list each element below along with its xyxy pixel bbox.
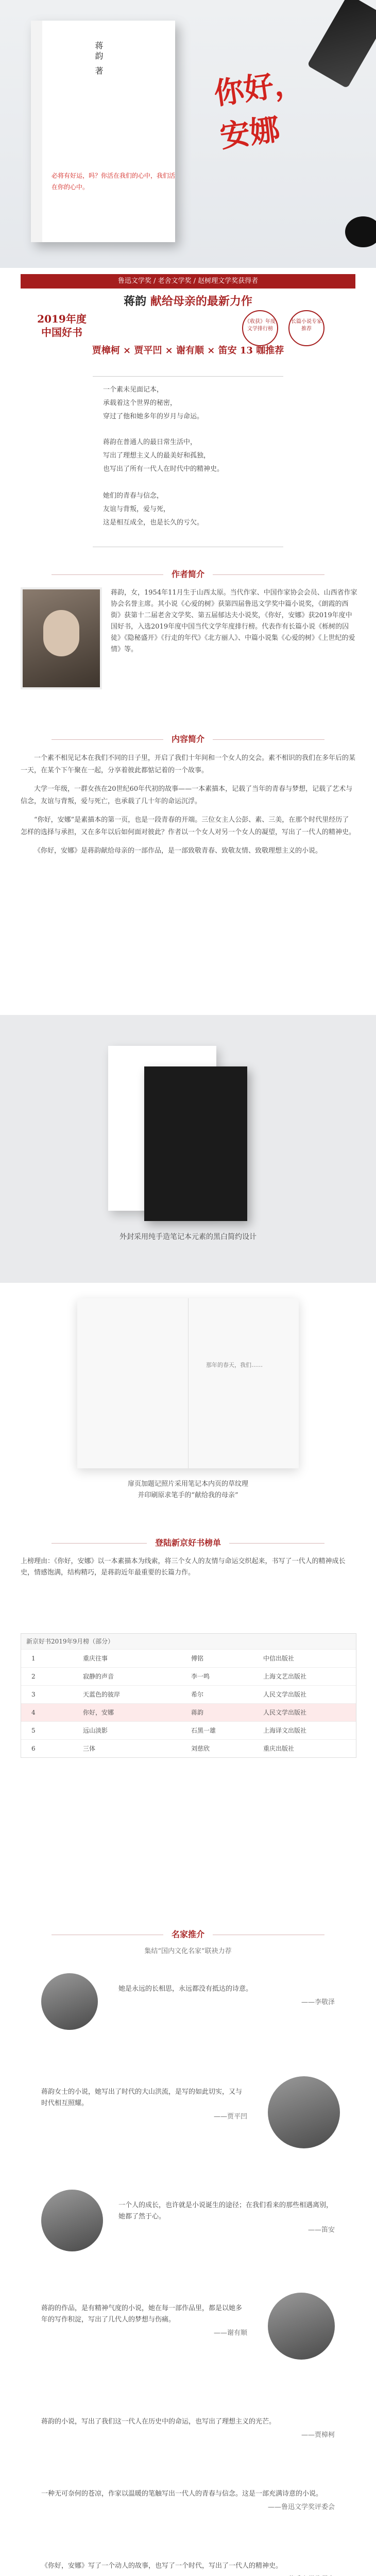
news-text: 上榜理由：《你好，安娜》以一本素描本为线索，将三个女人的友情与命运交织起来，书写了一代人的精神成长史，情感饱满，结构精巧，是蒋韵近年最重要的长篇力作。 (21, 1557, 346, 1577)
summary-heading (0, 732, 376, 747)
table-title: 新京好书2019年9月榜（部分） (21, 1634, 356, 1649)
intro-line: 承载着这个世界的秘密， (103, 399, 177, 407)
row-name: 天蓝色的彼岸 (83, 1691, 121, 1698)
news-heading-label: 登陆新京好书榜单 (147, 1535, 229, 1551)
row-press: 人民文学出版社 (263, 1709, 307, 1716)
table-row (21, 1721, 356, 1739)
hero-section (0, 0, 376, 268)
reviewer-avatar (268, 2293, 335, 2360)
row-name: 你好，安娜 (83, 1709, 114, 1716)
hero-calligraphy-title: 你好，安娜 (212, 64, 305, 155)
book-showcase (0, 1015, 376, 1283)
row-press: 上海文艺出版社 (263, 1673, 307, 1680)
reviewer-avatar (268, 2076, 340, 2148)
medal-1: 《收获》年度文学排行榜 (242, 310, 278, 346)
book-cover (31, 21, 175, 242)
inner-page-text: 那年的春天，我们…… (206, 1362, 263, 1368)
medal-2: 长篇小说专家推荐 (288, 310, 324, 346)
reviews-section (0, 1922, 376, 2576)
row-name: 三体 (83, 1745, 96, 1752)
reviews-heading-label: 名家推介 (163, 1927, 213, 1942)
review-item (41, 2087, 247, 2123)
intro-poem (0, 366, 376, 562)
award-year-text: 2019年度 (37, 313, 87, 325)
band-title (0, 293, 376, 309)
row-no: 6 (31, 1745, 36, 1752)
review-item (41, 2416, 335, 2441)
summary-paragraph: 一个素不相见记本在我们不同的日子里，开启了我们十年间和一个女人的交会。素不相识的我们在多年后的某一天，在某个下午聚在一起，分享着彼此都惦记着的一个故事。 (21, 754, 356, 774)
intro-box (93, 376, 283, 547)
author-heading-label: 作者简介 (163, 567, 213, 582)
review-item (41, 2488, 335, 2513)
recommender-names: 贾樟柯 × 贾平凹 × 谢有顺 × 笛安 13 咖推荐 (92, 345, 284, 356)
review-by: ——笛安 (307, 2226, 335, 2234)
table-row (21, 1739, 356, 1757)
row-author: 蒋韵 (191, 1709, 204, 1716)
band-title-main: 献给母亲的最新力作 (150, 295, 252, 308)
news-heading (0, 1535, 376, 1551)
reviewer-avatar (41, 1973, 98, 2030)
review-item (118, 2200, 335, 2236)
pen-cap-decor (345, 216, 376, 247)
row-name: 重庆往事 (83, 1655, 108, 1662)
inner-page-section (0, 1283, 376, 1530)
author-photo (21, 587, 102, 689)
intro-line: 友谊与背叛，爱与死， (103, 505, 170, 513)
review-text: 蒋韵的作品，是有精神气度的小说，她在每一部作品里，都是以她多年的写作积淀，写出了几代人的梦想与伤痛。 (41, 2304, 243, 2324)
book-spine (31, 21, 42, 242)
row-author: 刘慈欣 (191, 1745, 210, 1752)
row-no: 1 (31, 1655, 36, 1662)
book-black (144, 1066, 247, 1221)
author-heading (0, 567, 376, 582)
review-text: 她是永远的长相思，永远都没有抵达的诗意。 (118, 1985, 253, 1993)
table-row (21, 1649, 356, 1667)
title-band (0, 268, 376, 366)
review-item (118, 1984, 335, 2008)
summary-heading-label: 内容简介 (163, 732, 213, 747)
table-row-highlight (21, 1703, 356, 1721)
intro-line: 蒋韵在普通人的最日常生活中， (103, 438, 197, 446)
intro-line: 写出了理想主义人的最美好和孤独， (103, 452, 211, 460)
table-row (21, 1667, 356, 1685)
row-author: 傅铭 (191, 1655, 204, 1662)
summary-text (21, 752, 355, 863)
ranking-table (21, 1633, 356, 1758)
row-author: 石黑一雄 (191, 1727, 216, 1734)
inner-spread (77, 1298, 299, 1468)
reviews-subheading: 集结“国内文化名家”联袂力荐 (144, 1947, 232, 1955)
award-tag: 鲁迅文学奖 / 老舍文学奖 / 赵树理文学奖获得者 (21, 274, 355, 289)
showcase-caption: 外封采用纯手造笔记本元素的黑白简约设计 (119, 1233, 257, 1241)
reviewer-avatar (41, 2190, 103, 2251)
summary-paragraph: 大学一年级，一群女孩在20世纪60年代初的故事——一本素描本，记载了当年的青春与梦想，记载了艺术与信念，友谊与背叛，爱与死亡，也承载了几十年的命运沉浮。 (21, 785, 353, 805)
summary-section (0, 726, 376, 1015)
band-title-prefix: 蒋韵 (124, 295, 147, 308)
review-text: 一种无可奈何的苍凉，作家以温暖的笔触写出一代人的青春与信念。这是一部充满诗意的小说。 (41, 2490, 323, 2498)
award-year (21, 312, 103, 339)
review-by: ——贾平凹 (213, 2113, 247, 2121)
review-item (41, 2561, 335, 2576)
author-section (0, 562, 376, 726)
row-name: 寂静的声音 (83, 1673, 114, 1680)
review-text: 蒋韵的小说，写出了我们这一代人在历史中的命运，也写出了理想主义的光芒。 (41, 2418, 276, 2426)
cover-author: 蒋韵 著 (94, 41, 104, 77)
row-author: 希尔 (191, 1691, 204, 1698)
summary-paragraph: 《你好，安娜》是蒋韵献给母亲的一部作品，是一部致敬青春、致敬友情、致敬理想主义的小说。 (34, 847, 322, 855)
row-no: 5 (31, 1727, 36, 1734)
row-no: 3 (31, 1691, 36, 1698)
spread-fold (188, 1298, 189, 1468)
intro-line: 穿过了他和她多年的岁月与命运。 (103, 413, 204, 420)
summary-paragraph: “你好，安娜”是素描本的第一页，也是一段青春的开端。三位女主人公彭、素、三美，在那个时代里经历了怎样的选择与承担，又在多年以后如何面对彼此？作者以一个女人对另一个女人的凝望，写出了一代人的精神史。 (21, 816, 356, 836)
review-by: ——谢有顺 (213, 2329, 247, 2337)
intro-line: 这是相互成全，也是长久的亏欠。 (103, 519, 204, 527)
review-by: ——鲁迅文学奖评委会 (267, 2503, 335, 2511)
row-press: 重庆出版社 (263, 1745, 295, 1752)
row-name: 远山淡影 (83, 1727, 108, 1734)
row-no: 2 (31, 1673, 36, 1680)
intro-line: 她们的青春与信念， (103, 492, 164, 500)
news-section (0, 1530, 376, 1922)
review-text: 一个人的成长，也许就是小说诞生的途径；在我们看来的那些相遇离别，她都了然于心。 (118, 2201, 333, 2221)
intro-line: 也写出了所有一代人在时代中的精神史。 (103, 465, 224, 473)
reviews-heading (0, 1927, 376, 1942)
award-sub-text: 中国好书 (41, 326, 82, 338)
row-press: 人民文学出版社 (263, 1691, 307, 1698)
row-author: 李一鸣 (191, 1673, 210, 1680)
review-item (41, 2303, 247, 2339)
author-bio: 蒋韵，女，1954年11月生于山西太原。当代作家、中国作家协会会员、山西省作家协会名誉主席。其小说《心爱的树》获第四届鲁迅文学奖中篇小说奖，《朗霞的西街》获第十二届老舍文学奖、第五届郁达夫小说奖，《你好，安娜》获2019年度中国好书，入选2019年度中国当代文学年度排行榜。代表作有长篇小说《栎树的囚徒》《隐秘盛开》《行走的年代》《北方丽人》、中篇小说集《心爱的树》《上世纪的爱情》等。 (111, 589, 357, 653)
inner-caption-1: 扉页加题记照片采用笔记本内页的草纹理 (127, 1480, 248, 1488)
row-press: 上海译文出版社 (263, 1727, 307, 1734)
row-press: 中信出版社 (263, 1655, 295, 1662)
review-by (41, 2574, 335, 2576)
review-text: 《你好，安娜》写了一个动人的故事，也写了一个时代，写出了一代人的精神史。 (41, 2562, 283, 2570)
review-by: ——李敬泽 (301, 1998, 335, 2006)
table-row (21, 1685, 356, 1703)
inner-caption-2: 并印刷原求笔手的“献给我的母亲” (138, 1492, 238, 1499)
inner-caption (0, 1479, 376, 1501)
review-by: ——贾樟柯 (301, 2431, 335, 2439)
row-no: 4 (31, 1709, 36, 1716)
review-text: 蒋韵女士的小说，她写出了时代的大山洪流，是写的如此切实，又与时代相互照耀。 (41, 2088, 243, 2107)
cover-quote: 必将有好运，吗？你活在我们的心中，我们活在你的心中。 (52, 172, 176, 191)
intro-line: 一个素未见面记本， (103, 386, 164, 394)
award-block (21, 312, 355, 359)
